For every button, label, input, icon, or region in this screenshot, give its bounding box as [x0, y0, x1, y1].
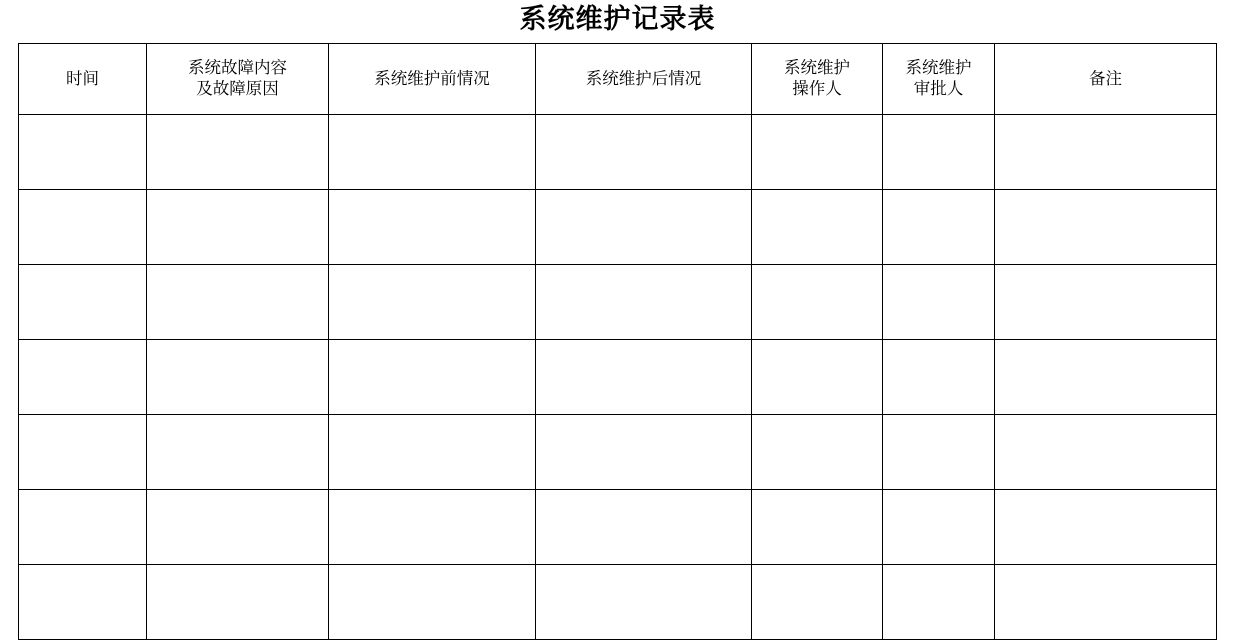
cell-operator[interactable]	[752, 565, 883, 640]
column-header-time	[19, 44, 147, 115]
cell-time[interactable]	[19, 190, 147, 265]
cell-before-maintenance[interactable]	[329, 565, 536, 640]
column-header-line: 系统维护	[784, 58, 850, 78]
cell-remarks[interactable]	[995, 490, 1217, 565]
cell-fault-content-and-cause[interactable]	[147, 490, 329, 565]
cell-before-maintenance[interactable]	[329, 340, 536, 415]
cell-after-maintenance[interactable]	[536, 340, 752, 415]
column-header-after-maintenance	[536, 44, 752, 115]
column-header-approver	[883, 44, 995, 115]
cell-fault-content-and-cause[interactable]	[147, 565, 329, 640]
column-header-line: 时间	[66, 68, 99, 88]
column-header-remarks	[995, 44, 1217, 115]
cell-approver[interactable]	[883, 415, 995, 490]
cell-operator[interactable]	[752, 265, 883, 340]
cell-approver[interactable]	[883, 265, 995, 340]
cell-before-maintenance[interactable]	[329, 265, 536, 340]
table-row	[19, 340, 1217, 415]
cell-after-maintenance[interactable]	[536, 265, 752, 340]
cell-approver[interactable]	[883, 340, 995, 415]
table-header	[19, 44, 1217, 115]
cell-after-maintenance[interactable]	[536, 190, 752, 265]
cell-operator[interactable]	[752, 415, 883, 490]
cell-remarks[interactable]	[995, 415, 1217, 490]
cell-before-maintenance[interactable]	[329, 190, 536, 265]
cell-operator[interactable]	[752, 340, 883, 415]
cell-remarks[interactable]	[995, 265, 1217, 340]
cell-after-maintenance[interactable]	[536, 565, 752, 640]
cell-approver[interactable]	[883, 190, 995, 265]
table-row	[19, 115, 1217, 190]
column-header-fault-content-and-cause	[147, 44, 329, 115]
cell-remarks[interactable]	[995, 115, 1217, 190]
cell-remarks[interactable]	[995, 190, 1217, 265]
cell-time[interactable]	[19, 340, 147, 415]
cell-approver[interactable]	[883, 115, 995, 190]
table-row	[19, 490, 1217, 565]
cell-approver[interactable]	[883, 490, 995, 565]
cell-after-maintenance[interactable]	[536, 490, 752, 565]
cell-before-maintenance[interactable]	[329, 490, 536, 565]
cell-fault-content-and-cause[interactable]	[147, 415, 329, 490]
cell-time[interactable]	[19, 265, 147, 340]
cell-fault-content-and-cause[interactable]	[147, 115, 329, 190]
cell-fault-content-and-cause[interactable]	[147, 190, 329, 265]
cell-before-maintenance[interactable]	[329, 115, 536, 190]
cell-remarks[interactable]	[995, 565, 1217, 640]
table-row	[19, 190, 1217, 265]
page-title: 系统维护记录表	[519, 4, 716, 34]
table-header-row	[19, 44, 1217, 115]
table-row	[19, 415, 1217, 490]
cell-operator[interactable]	[752, 490, 883, 565]
cell-remarks[interactable]	[995, 340, 1217, 415]
table-row	[19, 565, 1217, 640]
cell-approver[interactable]	[883, 565, 995, 640]
cell-operator[interactable]	[752, 115, 883, 190]
cell-fault-content-and-cause[interactable]	[147, 340, 329, 415]
column-header-line: 操作人	[792, 79, 842, 98]
cell-time[interactable]	[19, 565, 147, 640]
column-header-line: 系统维护前情况	[374, 68, 490, 88]
column-header-line: 审批人	[913, 79, 964, 98]
column-header-before-maintenance	[329, 44, 536, 115]
maintenance-record-table	[18, 43, 1217, 640]
table-row	[19, 265, 1217, 340]
column-header-line: 系统故障内容	[188, 58, 287, 78]
cell-before-maintenance[interactable]	[329, 415, 536, 490]
column-header-operator	[752, 44, 883, 115]
cell-time[interactable]	[19, 415, 147, 490]
column-header-line: 及故障原因	[196, 79, 279, 98]
column-header-line: 备注	[1089, 68, 1122, 88]
cell-after-maintenance[interactable]	[536, 415, 752, 490]
cell-after-maintenance[interactable]	[536, 115, 752, 190]
cell-time[interactable]	[19, 115, 147, 190]
column-header-line: 系统维护后情况	[585, 68, 702, 88]
table-body	[19, 115, 1217, 640]
cell-operator[interactable]	[752, 190, 883, 265]
cell-fault-content-and-cause[interactable]	[147, 265, 329, 340]
cell-time[interactable]	[19, 490, 147, 565]
column-header-line: 系统维护	[905, 58, 972, 78]
